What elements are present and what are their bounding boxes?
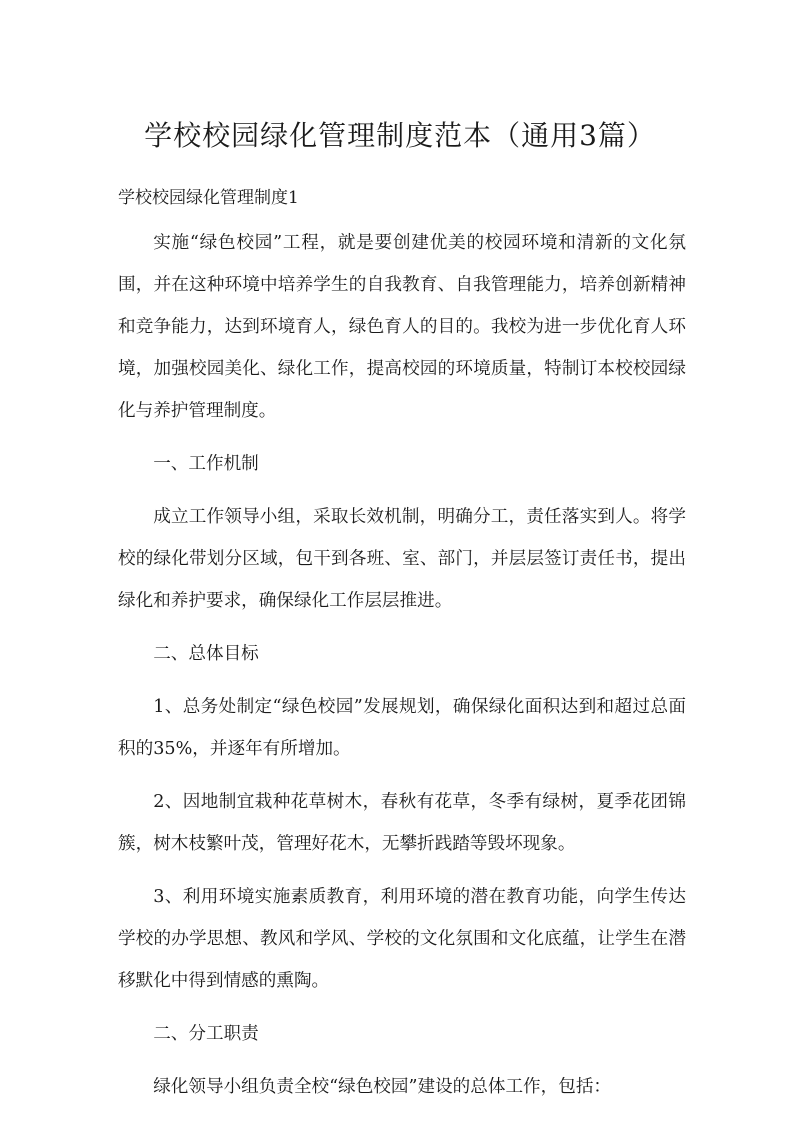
section-heading-responsibilities: 二、分工职责: [153, 1024, 259, 1044]
section-heading-overall-goals: 二、总体目标: [153, 644, 259, 664]
document-body: [118, 222, 686, 1119]
paragraph-work-mechanism: 成立工作领导小组，采取长效机制，明确分工，责任落实到人。将学校的绿化带划分区域，包干到各班、室、部门，并层层签订责任书，提出绿化和养护要求，确保绿化工作层层推进。: [118, 507, 686, 611]
section-heading-work-mechanism: 一、工作机制: [153, 454, 259, 474]
paragraph-goal-1: 1、总务处制定“绿色校园”发展规划，确保绿化面积达到和超过总面积的35%，并逐年有所增加。: [118, 697, 686, 759]
paragraph-responsibilities: 绿化领导小组负责全校“绿色校园”建设的总体工作，包括：: [153, 1077, 612, 1097]
paragraph-goal-3: 3、利用环境实施素质教育，利用环境的潜在教育功能，向学生传达学校的办学思想、教风和学风、学校的文化氛围和文化底蕴，让学生在潜移默化中得到情感的熏陶。: [118, 887, 686, 991]
paragraph-goal-2: 2、因地制宜栽种花草树木，春秋有花草，冬季有绿树，夏季花团锦簇，树木枝繁叶茂，管理好花木，无攀折践踏等毁坏现象。: [118, 792, 686, 854]
document-subtitle: 学校校园绿化管理制度1: [118, 188, 299, 208]
paragraph-intro: 实施“绿色校园”工程，就是要创建优美的校园环境和清新的文化氛围，并在这种环境中培养学生的自我教育、自我管理能力，培养创新精神和竞争能力，达到环境育人，绿色育人的目的。我校为进一步优化育人环境，加强校园美化、绿化工作，提高校园的环境质量，特制订本校校园绿化与养护管理制度。: [118, 233, 686, 421]
document-title: 学校校园绿化管理制度范本（通用3篇）: [144, 119, 656, 152]
